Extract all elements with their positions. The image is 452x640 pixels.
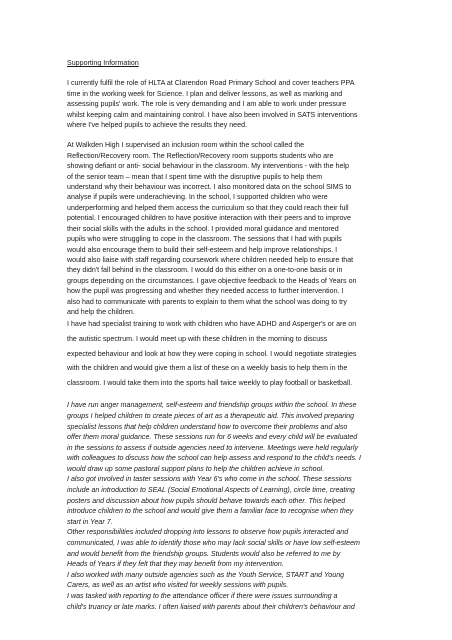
text-line: also had to communicate with parents to explain to them what the school was doing to try	[67, 297, 347, 306]
text-line: I have had specialist training to work with children who have ADHD and Asperger's or are on	[67, 320, 357, 329]
text-line: they didn't fall behind in the classroom. I would do this either on a one-to-one basis or in	[67, 266, 343, 275]
text-line: pupils who were struggling to cope in the classroom. The sessions that I had with pupils	[67, 235, 342, 244]
text-line: potential. I encouraged children to have positive interaction with their peers and to improve	[67, 214, 351, 223]
text-line: would draw up some pastoral support plans to help the children achieve in school.	[67, 464, 325, 473]
text-line: where I've helped pupils to achieve the results they need.	[67, 121, 247, 130]
paragraph-walkden-high	[67, 140, 396, 317]
text-line: posters and discussion about how pupils should behave towards each other. This helped	[67, 496, 346, 505]
text-line: and would benefit from the friendship groups. Students would also be referred to me by	[67, 549, 341, 558]
text-line: offer them moral guidance. These sessions run for 6 weeks and every child will be evaluated	[67, 433, 358, 442]
text-line: At Walkden High I supervised an inclusion room within the school called the	[67, 141, 305, 150]
paragraph-role-hlta	[67, 78, 396, 130]
text-line: expected behaviour and look at how they were coping in school. I would negotiate strategies	[67, 349, 357, 358]
text-line: include an introduction to SEAL (Social Emotional Aspects of Learning), circle time, creating	[67, 486, 355, 495]
paragraph-groups-and-responsibilities	[67, 400, 396, 612]
text-line: specialist lessons that help children understand how to overcome their problems and also	[67, 422, 348, 431]
text-line: with the children and would give them a list of these on a weekly basis to help them in the	[67, 364, 348, 373]
text-line: would also encourage them to build their self-esteem and help improve relationships. I	[67, 245, 338, 254]
text-line: assessing pupils' work. The role is very demanding and I am able to work under pressure	[67, 100, 347, 109]
text-line: analyse if pupils were underachieving. In the school, I supported children who were	[67, 193, 328, 202]
text-line: communicated, I was able to identify those who may lack social skills or have low self-esteem	[67, 539, 360, 548]
text-line: Other responsibilities included dropping into lessons to observe how pupils interacted and	[67, 528, 349, 537]
text-line: underperforming and helped them access the curriculum so that they could reach their full	[67, 203, 349, 212]
text-line: of the senior team – mean that I spent time with the disruptive pupils to help them	[67, 172, 323, 181]
section-heading: Supporting Information	[67, 59, 139, 67]
text-line: their social skills with the adults in the school. I provided moral guidance and mentored	[67, 224, 339, 233]
text-line: time in the working week for Science. I plan and deliver lessons, as well as marking and	[67, 89, 343, 98]
text-line: Reflection/Recovery room. The Reflection/Recovery room supports students who are	[67, 151, 334, 160]
text-line: I was tasked with reporting to the attendance officer if there were issues surrounding a	[67, 592, 338, 600]
text-line: how the pupil was progressing and whether they needed access to further intervention. I	[67, 287, 344, 296]
text-line: child's truancy or late marks. I often liaised with parents about their children's behaviour and	[67, 602, 355, 611]
text-line: whilst keeping calm and maintaining control. I have also been involved in SATS interventions	[67, 110, 358, 119]
text-line: would also liaise with staff regarding coursework where children needed help to ensure that	[67, 255, 354, 264]
text-line: understand why their behaviour was incorrect. I also monitored data on the school SIMS to	[67, 183, 352, 192]
text-line: groups I helped children to create pieces of art as a therapeutic aid. This involved preparing	[67, 411, 355, 420]
text-line: Carers, as well as an artist who visited for weekly sessions with pupils.	[67, 581, 289, 590]
text-line: I have run anger management, self-esteem and friendship groups within the school. In these	[67, 401, 357, 410]
text-line: introduce children to the school and would give them a familiar face to recognise when they	[67, 507, 354, 516]
text-line: groups depending on the circumstances. I gave objective feedback to the Heads of Years on	[67, 276, 357, 285]
text-line: I also worked with many outside agencies such as the Youth Service, START and Young	[67, 570, 345, 579]
text-line: Heads of Years if they felt that they may benefit from my intervention.	[67, 560, 284, 569]
text-line: start in Year 7.	[67, 517, 113, 526]
text-line: I currently fulfil the role of HLTA at Clarendon Road Primary School and cover teachers PPA	[67, 79, 355, 88]
text-line: with colleagues to discuss how the school can help assess and respond to the child's needs. I	[67, 454, 361, 463]
paragraph-specialist-training	[67, 317, 396, 390]
text-line: the autistic spectrum. I would meet up with these children in the morning to discuss	[67, 334, 328, 343]
text-line: I also got involved in taster sessions with Year 6's who come in the school. These sessions	[67, 475, 352, 484]
text-line: showing defiant or anti- social behaviour in the classroom. My interventions - with the help	[67, 162, 349, 171]
text-line: in the sessions to assess if outside agencies need to intervene. Meetings were held regularly	[67, 443, 359, 452]
text-line: and help the children.	[67, 307, 135, 316]
text-line: classroom. I would take them into the sports hall twice weekly to play football or basketball.	[67, 378, 353, 387]
